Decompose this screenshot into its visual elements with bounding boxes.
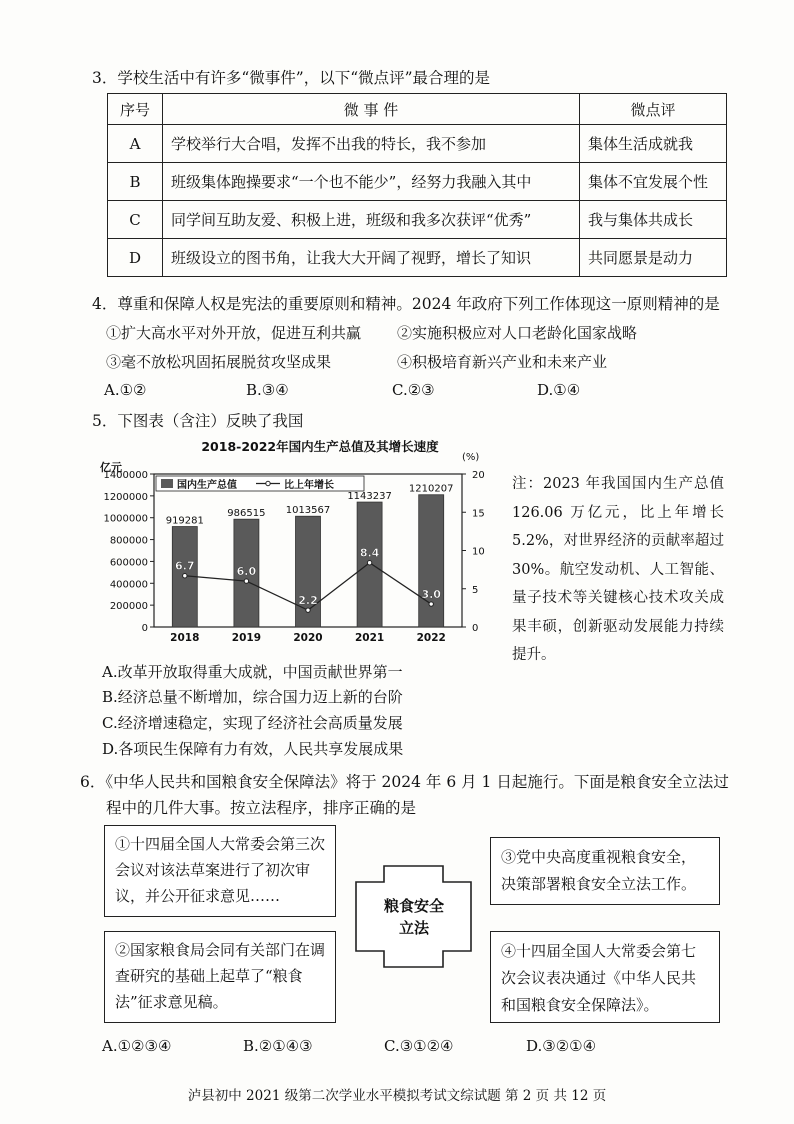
row-comment: 集体不宜发展个性	[580, 163, 727, 201]
header-comment: 微点评	[580, 94, 727, 125]
y-tick-label: 400000	[109, 579, 148, 591]
q5-option-b: B.经济总量不断增加，综合国力迈上新的台阶	[102, 688, 403, 706]
row-id: C	[108, 201, 163, 239]
x-tick-label: 2022	[416, 632, 446, 644]
q4-item-2: ②实施积极应对人口老龄化国家战略	[397, 324, 638, 342]
row-id: B	[108, 163, 163, 201]
growth-label: 6.7	[175, 559, 195, 573]
row-event: 班级设立的图书角，让我大大开阔了视野，增长了知识	[163, 239, 580, 277]
y-tick-label: 0	[141, 623, 148, 634]
q4-item-1: ①扩大高水平对外开放，促进互利共赢	[106, 324, 362, 342]
gdp-bar-label: 1013567	[285, 505, 331, 517]
q5-stem: 5．下图表（含注）反映了我国	[92, 412, 304, 430]
y2-tick-label: 20	[472, 470, 485, 481]
header-id: 序号	[108, 94, 163, 125]
growth-label: 3.0	[421, 588, 441, 602]
row-event: 班级集体跑操要求“一个也不能少”，经努力我融入其中	[163, 163, 580, 201]
header-event: 微 事 件	[163, 94, 580, 125]
q4-option-c: C.②③	[392, 381, 435, 399]
row-comment: 我与集体共成长	[580, 201, 727, 239]
row-event: 学校举行大合唱，发挥不出我的特长，我不参加	[163, 125, 580, 163]
process-box-4: ④十四届全国人大常委会第七次会议表决通过《中华人民共和国粮食安全保障法》。	[490, 931, 720, 1023]
process-box-2: ②国家粮食局会同有关部门在调查研究的基础上起草了“粮食法”征求意见稿。	[104, 931, 336, 1023]
legend-bar-label: 国内生产总值	[177, 480, 237, 491]
q5-note: 注：2023 年我国国内生产总值 126.06 万亿元，比上年增长 5.2%，对世界经济的贡献率超过 30%。航空发动机、人工智能、量子技术等关键核心技术攻关成果丰硕，创新驱动发展能力持续提升。	[512, 476, 724, 663]
q4-item-4: ④积极培育新兴产业和未来产业	[397, 353, 608, 371]
gdp-bar-label: 919281	[165, 515, 204, 527]
q4-option-d: D.①④	[537, 381, 581, 399]
x-tick-label: 2018	[170, 632, 200, 644]
growth-label: 8.4	[359, 546, 380, 560]
row-comment: 集体生活成就我	[580, 125, 727, 163]
q6-option-a: A.①②③④	[102, 1037, 172, 1055]
y-tick-label: 800000	[109, 535, 148, 547]
y-tick-label: 1000000	[103, 513, 148, 525]
gdp-bar-label: 1210207	[408, 483, 454, 495]
y-tick-label: 1400000	[103, 470, 148, 481]
y2-tick-label: 5	[472, 584, 479, 596]
y2-tick-label: 10	[472, 546, 485, 558]
q4-stem: 4．尊重和保障人权是宪法的重要原则和精神。2024 年政府下列工作体现这一原则精神的是	[92, 295, 720, 313]
q4-option-a: A.①②	[104, 381, 147, 399]
page-footer: 泸县初中 2021 级第二次学业水平模拟考试文综试题 第 2 页 共 12 页	[187, 1088, 607, 1104]
gdp-bar-label: 1143237	[347, 491, 392, 503]
growth-label: 6.0	[236, 565, 257, 579]
y-axis-label: 亿元	[100, 461, 122, 474]
y2-tick-label: 15	[472, 508, 485, 520]
row-id: D	[108, 239, 163, 277]
growth-label: 2.2	[298, 594, 318, 608]
q6-stem-line2: 程中的几件大事。按立法程序，排序正确的是	[106, 799, 417, 817]
q3-stem: 3．学校生活中有许多“微事件”，以下“微点评”最合理的是	[92, 69, 491, 87]
y-tick-label: 200000	[109, 601, 148, 613]
y2-tick-label: 0	[472, 623, 479, 634]
q6-option-b: B.②①④③	[243, 1037, 313, 1055]
chart-title: 2018-2022年国内生产总值及其增长速度	[201, 439, 439, 454]
row-event: 同学间互助友爱、积极上进，班级和我多次获评“优秀”	[163, 201, 580, 239]
row-id: A	[108, 125, 163, 163]
process-box-3: ③党中央高度重视粮食安全，决策部署粮食安全立法工作。	[490, 837, 720, 905]
legend-line-label: 比上年增长	[284, 480, 334, 491]
q5-option-d: D.各项民生保障有力有效，人民共享发展成果	[102, 740, 404, 758]
y-tick-label: 600000	[109, 557, 148, 569]
y2-axis-label: (%)	[462, 452, 480, 463]
q6-option-d: D.③②①④	[526, 1037, 597, 1055]
q6-option-c: C.③①②④	[384, 1037, 454, 1055]
gdp-bar-label: 986515	[227, 508, 266, 520]
center-label: 粮食安全立法	[384, 897, 445, 937]
process-box-1: ①十四届全国人大常委会第三次会议对该法草案进行了初次审议，并公开征求意见……	[104, 825, 336, 917]
q5-option-c: C.经济增速稳定，实现了经济社会高质量发展	[102, 714, 403, 732]
x-tick-label: 2020	[293, 632, 323, 644]
row-comment: 共同愿景是动力	[580, 239, 727, 277]
q4-item-3: ③毫不放松巩固拓展脱贫攻坚成果	[106, 353, 332, 371]
x-tick-label: 2021	[354, 632, 385, 644]
q5-option-a: A.改革开放取得重大成就，中国贡献世界第一	[102, 663, 403, 681]
y-tick-label: 1200000	[103, 491, 148, 503]
x-tick-label: 2019	[231, 632, 262, 644]
q4-option-b: B.③④	[246, 381, 289, 399]
q6-stem-line1: 6．《中华人民共和国粮食安全保障法》将于 2024 年 6 月 1 日起施行。下面是粮食安全立法过	[80, 773, 729, 791]
